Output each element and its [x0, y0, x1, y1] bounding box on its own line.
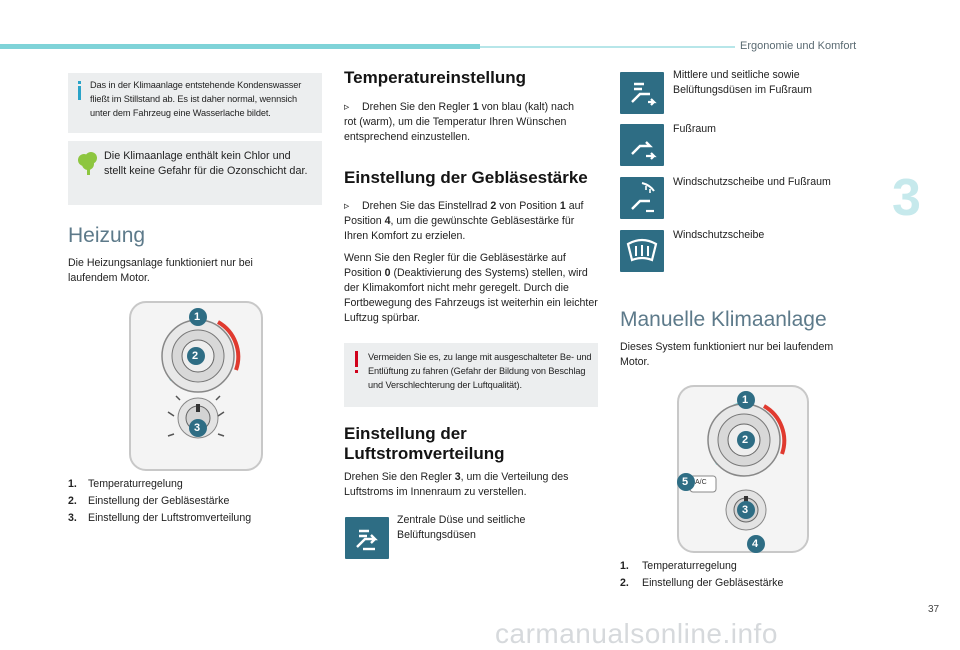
figure-label-4: 4	[752, 538, 759, 550]
fan-off-text: Wenn Sie den Regler für die Gebläsestärke auf Position 0 (Deaktivierung des Systems) stellen, wird der Klimakomfort nicht mehr geregelt. Durch die Fortbewegung des Fahrzeugs ist weiterhin ein leichter Luftzug spürbar.	[344, 252, 598, 324]
figure-label-1: 1	[194, 311, 201, 323]
header-bar	[0, 44, 480, 49]
face-and-feet-airflow-icon	[620, 72, 664, 114]
watermark: carmanualsonline.info	[495, 618, 778, 649]
page-number: 37	[928, 604, 940, 615]
info-note-text: Das in der Klimaanlage entstehende Kondenswasser fließt im Stillstand ab. Es ist daher normal, wennsich unter dem Fahrzeug eine Wasserlache bildet.	[90, 80, 302, 118]
klima-intro: Dieses System funktioniert nur bei laufendem Motor.	[620, 341, 834, 368]
distribution-text: Drehen Sie den Regler 3, um die Verteilung des Luftstroms im Innenraum zu verstellen.	[344, 471, 569, 498]
legend-item: 3. Einstellung der Luftstromverteilung	[68, 512, 252, 524]
warning-note-box	[344, 343, 598, 407]
mode-windscreen-text: Windschutzscheibe	[673, 229, 765, 241]
figure-label-1: 1	[742, 394, 749, 406]
heading-manuelle-klimaanlage: Manuelle Klimaanlage	[620, 308, 827, 331]
figure-label-5: 5	[682, 476, 689, 488]
heading-temperatureinstellung: Temperatureinstellung	[344, 68, 526, 87]
heading-heizung: Heizung	[68, 224, 146, 247]
tree-icon	[76, 151, 100, 182]
mode-face-text: Zentrale Düse und seitliche Belüftungsdüsen	[397, 514, 526, 541]
legend-item: 1. Temperaturregelung	[620, 560, 737, 572]
heading-geblaesestaerke: Einstellung der Gebläsestärke	[344, 168, 588, 187]
figure-label-3: 3	[194, 422, 201, 434]
fan-instruction: ▹ Drehen Sie das Einstellrad 2 von Position 1 auf Position 4, um die gewünschte Gebläsestärke für Ihren Komfort zu erzielen.	[344, 200, 584, 242]
legend-item: 2. Einstellung der Gebläsestärke	[68, 495, 230, 507]
ac-button-label: A/C	[695, 479, 707, 486]
face-airflow-icon	[345, 517, 389, 559]
legend-item: 2. Einstellung der Gebläsestärke	[620, 577, 784, 589]
chapter-number: 3	[892, 169, 921, 227]
bullet-icon: ▹	[344, 200, 350, 212]
ac-control-figure	[676, 384, 810, 559]
heizung-legend	[68, 477, 318, 526]
mode-feet-text: Fußraum	[673, 123, 716, 135]
eco-note-text: Die Klimaanlage enthält kein Chlor und stellt keine Gefahr für die Ozonschicht dar.	[104, 150, 308, 177]
info-icon	[78, 81, 81, 99]
header-bar-thin	[480, 46, 735, 48]
mode-face-feet-text: Mittlere und seitliche sowie Belüftungsdüsen im Fußraum	[673, 69, 812, 96]
windscreen-and-feet-airflow-icon	[620, 177, 664, 219]
klima-legend	[620, 559, 870, 591]
figure-label-3: 3	[742, 504, 749, 516]
info-note-box	[68, 73, 322, 133]
feet-airflow-icon	[620, 124, 664, 166]
heater-control-figure	[128, 300, 264, 477]
legend-item: 1. Temperaturregelung	[68, 478, 183, 490]
eco-note-box	[68, 141, 322, 205]
heading-luftstromverteilung: Einstellung der Luftstromverteilung	[344, 424, 505, 463]
mode-windscreen-feet-text: Windschutzscheibe und Fußraum	[673, 176, 831, 188]
windscreen-demist-icon	[620, 230, 664, 272]
temp-instruction: ▹ Drehen Sie den Regler 1 von blau (kalt) nach rot (warm), um die Temperatur Ihren Wünschen entsprechend einzustellen.	[344, 101, 575, 143]
section-title: Ergonomie und Komfort	[740, 40, 857, 52]
figure-label-2: 2	[192, 350, 199, 362]
warning-icon	[355, 351, 359, 380]
figure-label-2: 2	[742, 434, 749, 446]
heizung-intro: Die Heizungsanlage funktioniert nur bei laufendem Motor.	[68, 257, 253, 284]
bullet-icon: ▹	[344, 101, 350, 113]
warning-note-text: Vermeiden Sie es, zu lange mit ausgeschalteter Be- und Entlüftung zu fahren (Gefahr der Bildung von Beschlag und Verschlechterung der Luftqualität).	[368, 352, 592, 390]
